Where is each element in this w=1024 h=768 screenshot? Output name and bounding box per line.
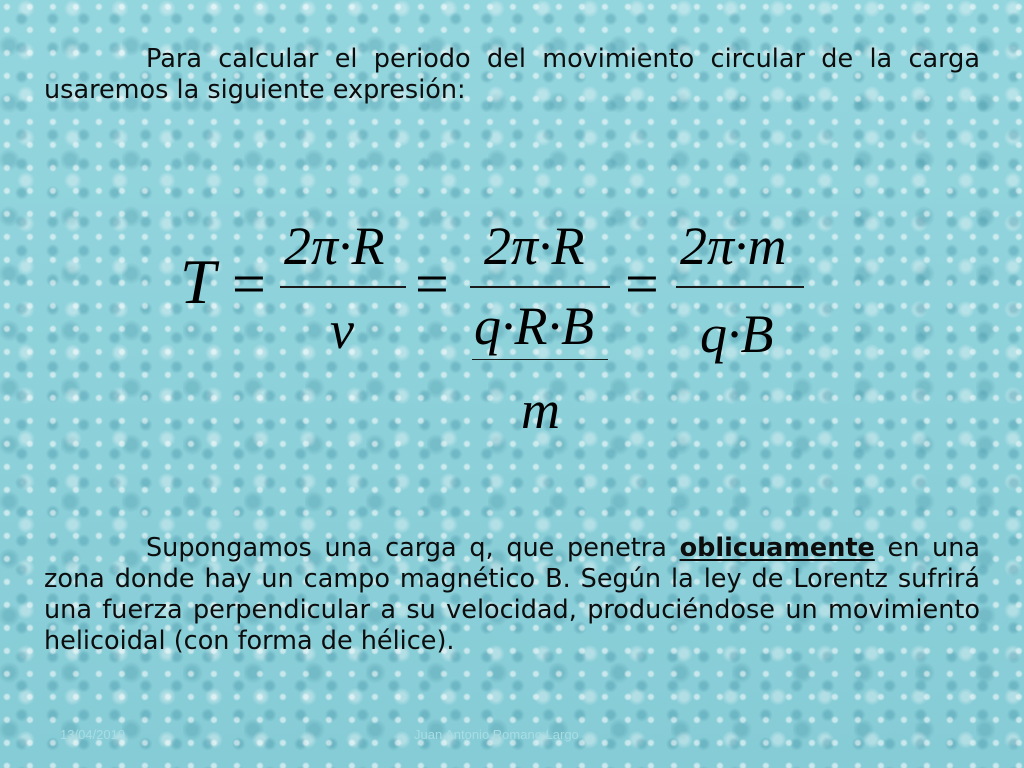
footer-author: Juan Antonio Romano Largo [414,727,579,742]
fraction-1-numerator: 2π·R [284,216,385,276]
fraction-2-inner-denominator: m [521,380,560,440]
fraction-3-numerator: 2π·m [680,216,787,276]
fraction-3-bar [676,286,804,288]
fraction-2-bar [470,286,610,288]
fraction-2-inner-bar [472,359,608,360]
fraction-2-inner-numerator: q·R·B [474,296,594,356]
paragraph-text-start: Supongamos una carga q, que penetra [146,533,680,563]
emphasized-word: oblicuamente [679,533,875,563]
intro-text: Para calcular el periodo del movimiento circular de la carga usaremos la siguiente expresión: [44,44,980,105]
equals-sign-3: = [625,251,659,317]
footer-date: 13/04/2019 [60,727,126,742]
fraction-3-denominator: q·B [700,304,774,364]
equals-sign-2: = [415,251,449,317]
paragraph-text-end: en una zona donde hay un campo magnético B. Según la ley de Lorentz sufrirá una fuerza perpendicular a su velocidad, produciéndose un movimiento helicoidal (con forma de hélice). [44,533,981,656]
equals-sign-1: = [232,251,266,317]
fraction-1-bar [280,286,406,288]
fraction-2-numerator: 2π·R [484,216,585,276]
fraction-1-denominator: v [330,300,354,360]
intro-paragraph [44,44,980,106]
formula-lhs: T [180,246,216,317]
helical-motion-paragraph [44,533,980,657]
